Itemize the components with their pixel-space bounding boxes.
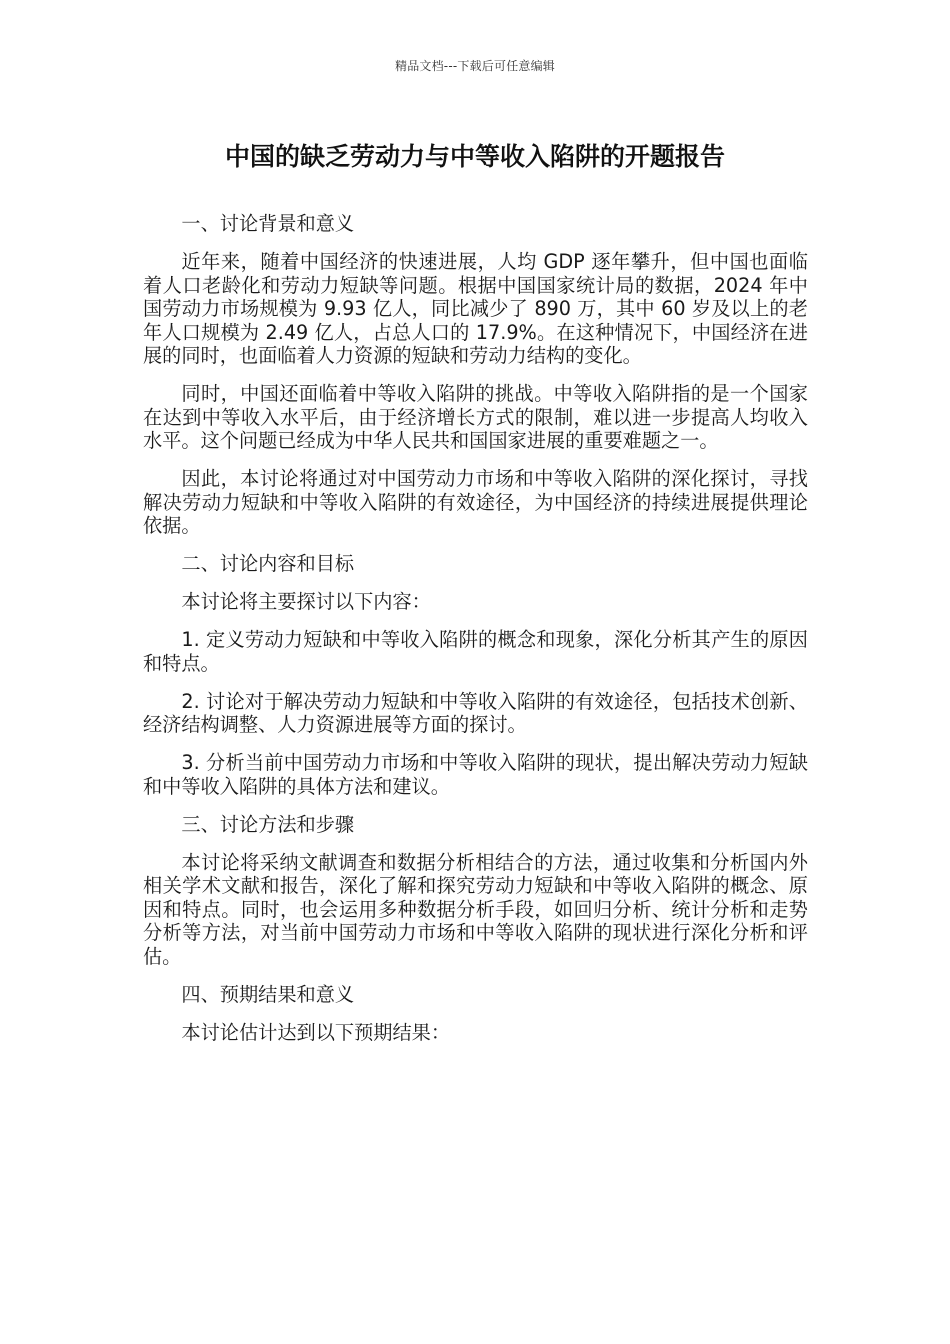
paragraph: 本讨论估计达到以下预期结果：: [181, 1020, 451, 1044]
document-title: 中国的缺乏劳动力与中等收入陷阱的开题报告: [224, 142, 725, 171]
paragraph: 近年来，随着中国经济的快速进展，人均 GDP 逐年攀升，但中国也面临着人口老龄化和劳动力短缺等问题。根据中国国家统计局的数据，2024 年中国劳动力市场规模为 9.93 亿人，同比减少了 890 万，其中 60 岁及以上的老年人口规模为 2.49 亿人，占总人口的 17.9%。在这种情况下，中国经济在进展的同时，也面临着人力资源的短缺和劳动力结构的变化。: [143, 250, 808, 367]
paragraph: 同时，中国还面临着中等收入陷阱的挑战。中等收入陷阱指的是一个国家在达到中等收入水平后，由于经济增长方式的限制，难以进一步提高人均收入水平。这个问题已经成为中华人民共和国国家进展的重要难题之一。: [143, 382, 808, 452]
paragraph: 本讨论将采纳文献调查和数据分析相结合的方法，通过收集和分析国内外相关学术文献和报告，深化了解和探究劳动力短缺和中等收入陷阱的概念、原因和特点。同时，也会运用多种数据分析手段，如回归分析、统计分析和走势分析等方法，对当前中国劳动力市场和中等收入陷阱的现状进行深化分析和评估。: [143, 850, 808, 968]
paragraph: 本讨论将主要探讨以下内容：: [181, 590, 431, 613]
paragraph: 因此，本讨论将通过对中国劳动力市场和中等收入陷阱的深化探讨，寻找解决劳动力短缺和中等收入陷阱的有效途径，为中国经济的持续进展提供理论依据。: [143, 467, 808, 537]
section-heading-content: 二、讨论内容和目标: [181, 552, 355, 575]
list-item: 1. 定义劳动力短缺和中等收入陷阱的概念和现象，深化分析其产生的原因和特点。: [143, 628, 808, 675]
section-heading-results: 四、预期结果和意义: [181, 982, 355, 1006]
list-item: 3. 分析当前中国劳动力市场和中等收入陷阱的现状，提出解决劳动力短缺和中等收入陷阱的具体方法和建议。: [143, 751, 808, 798]
page-header: 精品文档---下载后可任意编辑: [395, 59, 555, 73]
document-body: [143, 212, 808, 1059]
list-item: 2. 讨论对于解决劳动力短缺和中等收入陷阱的有效途径，包括技术创新、经济结构调整、人力资源进展等方面的探讨。: [143, 689, 808, 736]
section-heading-methods: 三、讨论方法和步骤: [181, 812, 355, 836]
section-heading-background: 一、讨论背景和意义: [181, 212, 355, 235]
